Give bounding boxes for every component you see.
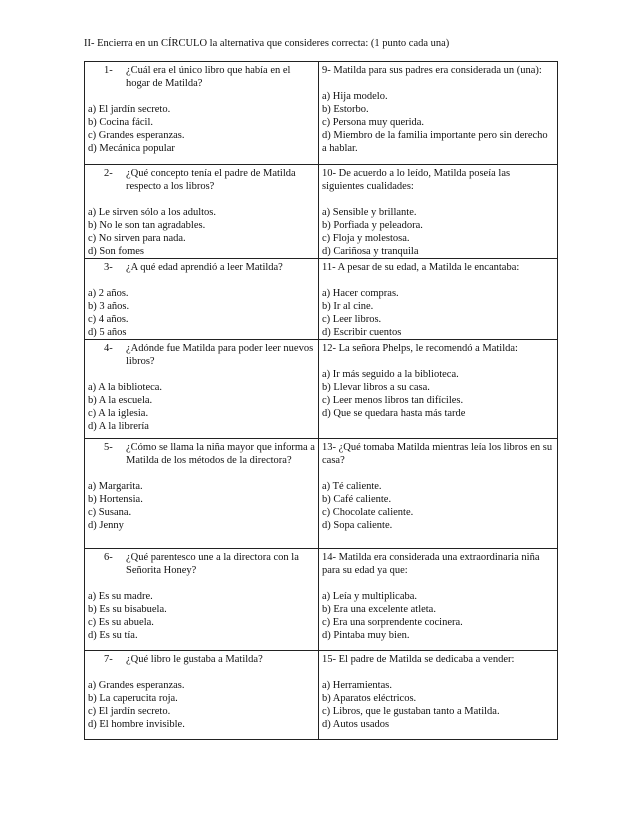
answer-option[interactable]: c) El jardín secreto. [88, 706, 171, 717]
table-row [85, 340, 558, 439]
question-text: ¿Qué libro le gustaba a Matilda? [126, 654, 263, 665]
answer-option[interactable]: b) Era una excelente atleta. [322, 604, 436, 615]
answer-option[interactable]: b) La caperucita roja. [88, 693, 178, 704]
answer-option[interactable]: d) Que se quedara hasta más tarde [322, 408, 466, 419]
answer-option[interactable]: a) Ir más seguido a la biblioteca. [322, 369, 459, 380]
table-row [85, 259, 558, 340]
answer-option[interactable]: d) 5 años [88, 327, 127, 338]
answer-option[interactable]: a) Leía y multiplicaba. [322, 591, 418, 602]
question-text: 10- De acuerdo a lo leído, Matilda poseía las siguientes cualidades: [322, 168, 511, 192]
question-text: 9- Matilda para sus padres era considerada un (una): [322, 65, 542, 76]
answer-option[interactable]: a) El jardín secreto. [88, 104, 171, 115]
question-number: 1- [104, 65, 113, 76]
question-cell [319, 165, 558, 259]
answer-option[interactable]: b) Cocina fácil. [88, 117, 154, 128]
table-row [85, 165, 558, 259]
answer-option[interactable]: c) Chocolate caliente. [322, 507, 414, 518]
answer-option[interactable]: a) Es su madre. [88, 591, 153, 602]
answer-option[interactable]: d) Son fomes [88, 246, 144, 257]
answer-option[interactable]: d) Jenny [88, 520, 124, 531]
answer-option[interactable]: a) Hija modelo. [322, 91, 388, 102]
question-number: 7- [104, 654, 113, 665]
question-number: 6- [104, 552, 113, 563]
question-number: 4- [104, 343, 113, 354]
table-row [85, 439, 558, 549]
answer-option[interactable]: a) Grandes esperanzas. [88, 680, 185, 691]
answer-option[interactable]: d) Es su tía. [88, 630, 138, 641]
question-text: ¿Adónde fue Matilda para poder leer nuevos libros? [126, 343, 314, 367]
question-cell [319, 549, 558, 651]
answer-option[interactable]: b) Aparatos eléctricos. [322, 693, 417, 704]
question-text: 14- Matilda era considerada una extraordinaria niña para su edad ya que: [322, 552, 540, 576]
answer-option[interactable]: b) Es su bisabuela. [88, 604, 167, 615]
answer-option[interactable]: c) 4 años. [88, 314, 129, 325]
table-row [85, 549, 558, 651]
question-cell [85, 62, 319, 165]
answer-option[interactable]: b) Porfiada y peleadora. [322, 220, 423, 231]
question-cell [85, 259, 319, 340]
answer-option[interactable]: b) No le son tan agradables. [88, 220, 206, 231]
answer-option[interactable]: a) Té caliente. [322, 481, 382, 492]
answer-option[interactable]: c) A la iglesia. [88, 408, 149, 419]
answer-option[interactable]: c) No sirven para nada. [88, 233, 186, 244]
question-text: 13- ¿Qué tomaba Matilda mientras leía los libros en su casa? [322, 442, 553, 466]
question-number: 5- [104, 442, 113, 453]
question-cell [85, 165, 319, 259]
table-row [85, 651, 558, 740]
answer-option[interactable]: c) Grandes esperanzas. [88, 130, 185, 141]
answer-option[interactable]: c) Era una sorprendente cocinera. [322, 617, 463, 628]
question-text: ¿Cuál era el único libro que había en el hogar de Matilda? [126, 65, 291, 89]
section-heading: II- Encierra en un CÍRCULO la alternativa que consideres correcta: (1 punto cada una) [84, 38, 450, 49]
answer-option[interactable]: c) Floja y molestosa. [322, 233, 410, 244]
question-cell [319, 340, 558, 439]
answer-option[interactable]: d) Escribir cuentos [322, 327, 402, 338]
answer-option[interactable]: a) Hacer compras. [322, 288, 399, 299]
question-text: ¿A qué edad aprendió a leer Matilda? [126, 262, 283, 273]
answer-option[interactable]: b) Estorbo. [322, 104, 369, 115]
question-text: 11- A pesar de su edad, a Matilda le encantaba: [322, 262, 520, 273]
answer-option[interactable]: b) Llevar libros a su casa. [322, 382, 430, 393]
table-row [85, 62, 558, 165]
answer-option[interactable]: c) Persona muy querida. [322, 117, 425, 128]
question-number: 3- [104, 262, 113, 273]
question-number: 2- [104, 168, 113, 179]
answer-option[interactable]: d) Mecánica popular [88, 143, 175, 154]
question-cell [85, 651, 319, 740]
answer-option[interactable]: b) 3 años. [88, 301, 130, 312]
question-cell [319, 62, 558, 165]
question-cell [319, 439, 558, 549]
question-text: ¿Cómo se llama la niña mayor que informa a Matilda de los métodos de la directora? [126, 442, 315, 466]
answer-option[interactable]: b) Ir al cine. [322, 301, 374, 312]
answer-option[interactable]: a) Sensible y brillante. [322, 207, 417, 218]
question-cell [85, 549, 319, 651]
answer-option[interactable]: a) 2 años. [88, 288, 129, 299]
question-cell [85, 439, 319, 549]
question-cell [319, 259, 558, 340]
answer-option[interactable]: d) Miembro de la familia importante pero sin derecho a hablar. [322, 130, 548, 154]
question-table [84, 61, 558, 740]
answer-option[interactable]: a) A la biblioteca. [88, 382, 163, 393]
answer-option[interactable]: a) Margarita. [88, 481, 143, 492]
question-text: 15- El padre de Matilda se dedicaba a vender: [322, 654, 515, 665]
answer-option[interactable]: a) Le sirven sólo a los adultos. [88, 207, 217, 218]
answer-option[interactable]: b) Café caliente. [322, 494, 392, 505]
question-text: ¿Qué concepto tenía el padre de Matilda respecto a los libros? [126, 168, 296, 192]
answer-option[interactable]: d) El hombre invisible. [88, 719, 185, 730]
answer-option[interactable]: d) Pintaba muy bien. [322, 630, 410, 641]
answer-option[interactable]: d) Sopa caliente. [322, 520, 393, 531]
question-text: ¿Qué parentesco une a la directora con la Señorita Honey? [126, 552, 299, 576]
answer-option[interactable]: b) Hortensia. [88, 494, 143, 505]
answer-option[interactable]: d) Cariñosa y tranquila [322, 246, 419, 257]
answer-option[interactable]: b) A la escuela. [88, 395, 153, 406]
answer-option[interactable]: c) Leer menos libros tan difíciles. [322, 395, 464, 406]
question-cell [85, 340, 319, 439]
question-cell [319, 651, 558, 740]
answer-option[interactable]: a) Herramientas. [322, 680, 392, 691]
answer-option[interactable]: c) Es su abuela. [88, 617, 154, 628]
answer-option[interactable]: d) A la librería [88, 421, 149, 432]
answer-option[interactable]: c) Libros, que le gustaban tanto a Matilda. [322, 706, 500, 717]
answer-option[interactable]: c) Susana. [88, 507, 132, 518]
question-text: 12- La señora Phelps, le recomendó a Matilda: [322, 343, 518, 354]
answer-option[interactable]: d) Autos usados [322, 719, 390, 730]
answer-option[interactable]: c) Leer libros. [322, 314, 382, 325]
